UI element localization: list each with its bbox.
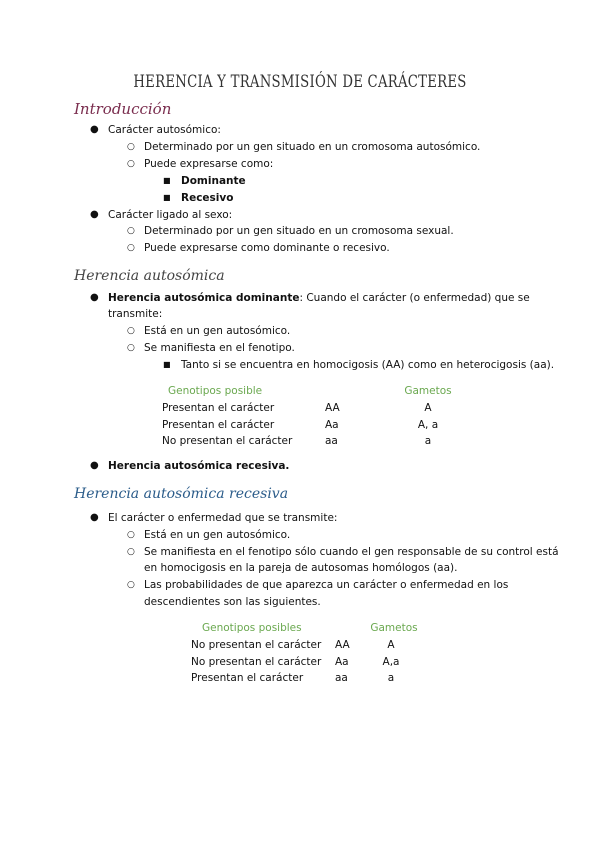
list-item: Tanto si se encuentra en homocigosis (AA) como en heterocigosis (aa). [181,359,555,371]
table-cell: a [424,435,432,447]
table-cell: No presentan el carácter [191,656,322,668]
list-item: El carácter o enfermedad que se transmite: [108,512,338,524]
table-header: Genotipos posible [168,385,263,397]
table-cell: Presentan el carácter [191,672,304,684]
table-cell: No presentan el carácter [191,639,322,651]
bullet-circle-icon: ○ [127,243,135,253]
list-item: Determinado por un gen situado en un cromosoma sexual. [144,225,454,237]
list-item: Las probabilidades de que aparezca un carácter o enfermedad en los [144,579,509,591]
dominante-text: : Cuando el carácter (o enfermedad) que se [299,292,530,304]
bullet-square-icon: ■ [163,176,171,185]
list-item: Determinado por un gen situado en un cromosoma autosómico. [144,141,481,153]
table-cell: Aa [325,419,339,431]
page-title: HERENCIA Y TRANSMISIÓN DE CARÁCTERES [133,72,467,92]
bullet-disc-icon: ● [90,124,99,135]
list-item-continuation: descendientes son las siguientes. [144,596,321,608]
list-item: Dominante [181,175,246,187]
table-cell: A,a [382,656,400,668]
bullet-square-icon: ■ [163,360,171,369]
list-item-continuation: transmite: [108,308,163,320]
heading-introduccion: Introducción [74,100,172,118]
heading-herencia-autosomica-recesiva: Herencia autosómica recesiva [74,486,289,502]
bullet-circle-icon: ○ [127,159,135,169]
table-cell: A [424,402,432,414]
table-cell: aa [325,435,338,447]
bullet-disc-icon: ● [90,209,99,220]
list-item: Carácter ligado al sexo: [108,209,233,221]
list-item: Se manifiesta en el fenotipo sólo cuando el gen responsable de su control está [144,546,559,558]
table-header: Gametos [370,622,418,634]
list-item: Carácter autosómico: [108,124,221,136]
table-cell: a [387,672,395,684]
dominante-term: Herencia autosómica dominante [108,292,300,304]
table-cell: Presentan el carácter [162,402,275,414]
list-item-continuation: en homocigosis en la pareja de autosomas homólogos (aa). [144,562,458,574]
bullet-circle-icon: ○ [127,326,135,336]
table-header: Gametos [404,385,452,397]
table-cell: Presentan el carácter [162,419,275,431]
table-cell: No presentan el carácter [162,435,293,447]
table-cell: A, a [417,419,439,431]
bullet-circle-icon: ○ [127,343,135,353]
list-item: Herencia autosómica recesiva. [108,460,290,472]
bullet-circle-icon: ○ [127,530,135,540]
bullet-square-icon: ■ [163,193,171,202]
list-item: Puede expresarse como dominante o recesivo. [144,242,390,254]
bullet-disc-icon: ● [90,460,99,471]
list-item: Recesivo [181,192,234,204]
heading-herencia-autosomica: Herencia autosómica [74,268,225,284]
table-cell: Aa [335,656,349,668]
table-cell: aa [335,672,348,684]
list-item: Se manifiesta en el fenotipo. [144,342,295,354]
bullet-circle-icon: ○ [127,547,135,557]
bullet-disc-icon: ● [90,292,99,303]
bullet-circle-icon: ○ [127,142,135,152]
list-item: Está en un gen autosómico. [144,325,291,337]
bullet-disc-icon: ● [90,512,99,523]
table-cell: AA [335,639,350,651]
table-cell: AA [325,402,340,414]
bullet-circle-icon: ○ [127,580,135,590]
table-cell: A [387,639,395,651]
list-item [108,291,530,305]
table-header: Genotipos posibles [202,622,302,634]
list-item: Puede expresarse como: [144,158,274,170]
list-item: Está en un gen autosómico. [144,529,291,541]
bullet-circle-icon: ○ [127,226,135,236]
